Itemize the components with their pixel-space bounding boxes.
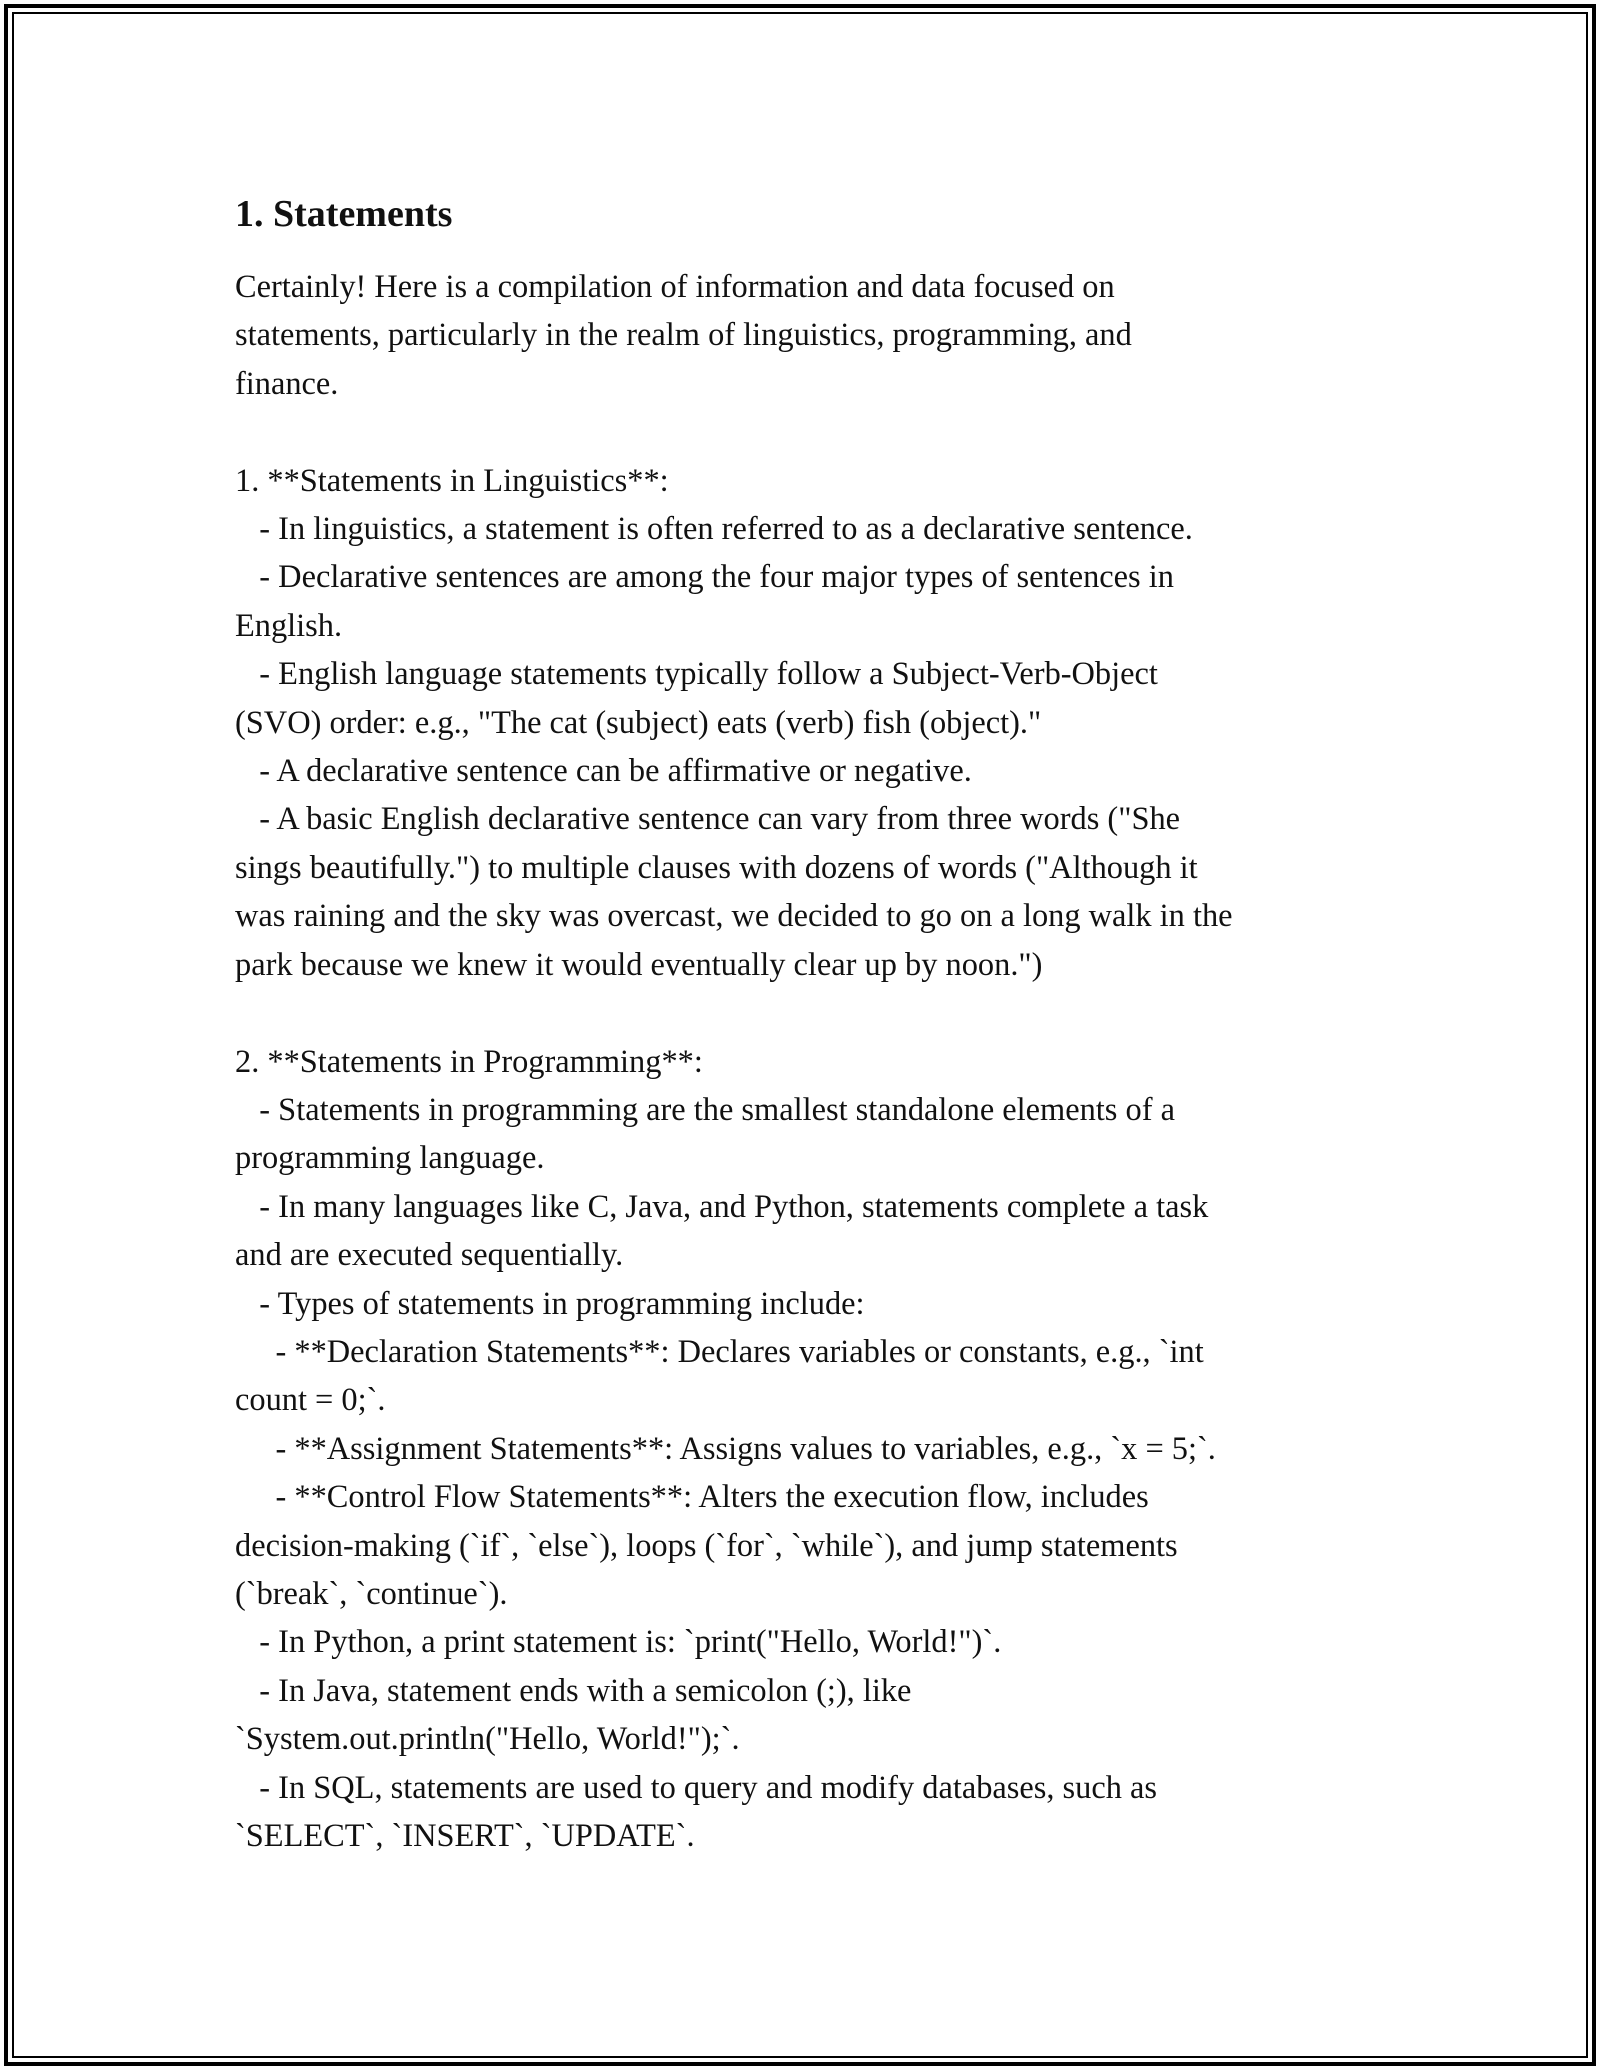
section-body-text: Certainly! Here is a compilation of information and data focused on statements, particularly in the realm of linguistics, programming, and finance. 1. **Statements in Linguistics**: - In linguistics, a statement is often referred to as a declarative sentence. - Declarative sentences are among the four major types of sentences in English. - English language statements typically follow a Subject-Verb-Object (SVO) order: e.g., "The cat (subject) eats (verb) fish (object)." - A declarative sentence can be affirmative or negative. - A basic English declarative sentence can vary from three words ("She sings beautifully.") to multiple clauses with dozens of words ("Although it was raining and the sky was overcast, we decided to go on a long walk in the park because we knew it would eventually clear up by noon.") 2. **Statements in Programming**: - Statements in programming are the smallest standalone elements of a programming language. - In many languages like C, Java, and Python, statements complete a task and are executed sequentially. - Types of statements in programming include: - **Declaration Statements**: Declares variables or constants, e.g., `int count = 0;`. - **Assignment Statements**: Assigns values to variables, e.g., `x = 5;`. - **Control Flow Statements**: Alters the execution flow, includes decision-making (`if`, `else`), loops (`for`, `while`), and jump statements (`break`, `continue`). - In Python, a print statement is: `print("Hello, World!")`. - In Java, statement ends with a semicolon (;), like `System.out.println("Hello, World!");`. - In SQL, statements are used to query and modify databases, such as `SELECT`, `INSERT`, `UPDATE`. <box>235 269 1233 1854</box>
section-heading: 1. Statements <box>235 193 453 235</box>
document-content <box>235 186 1395 1860</box>
